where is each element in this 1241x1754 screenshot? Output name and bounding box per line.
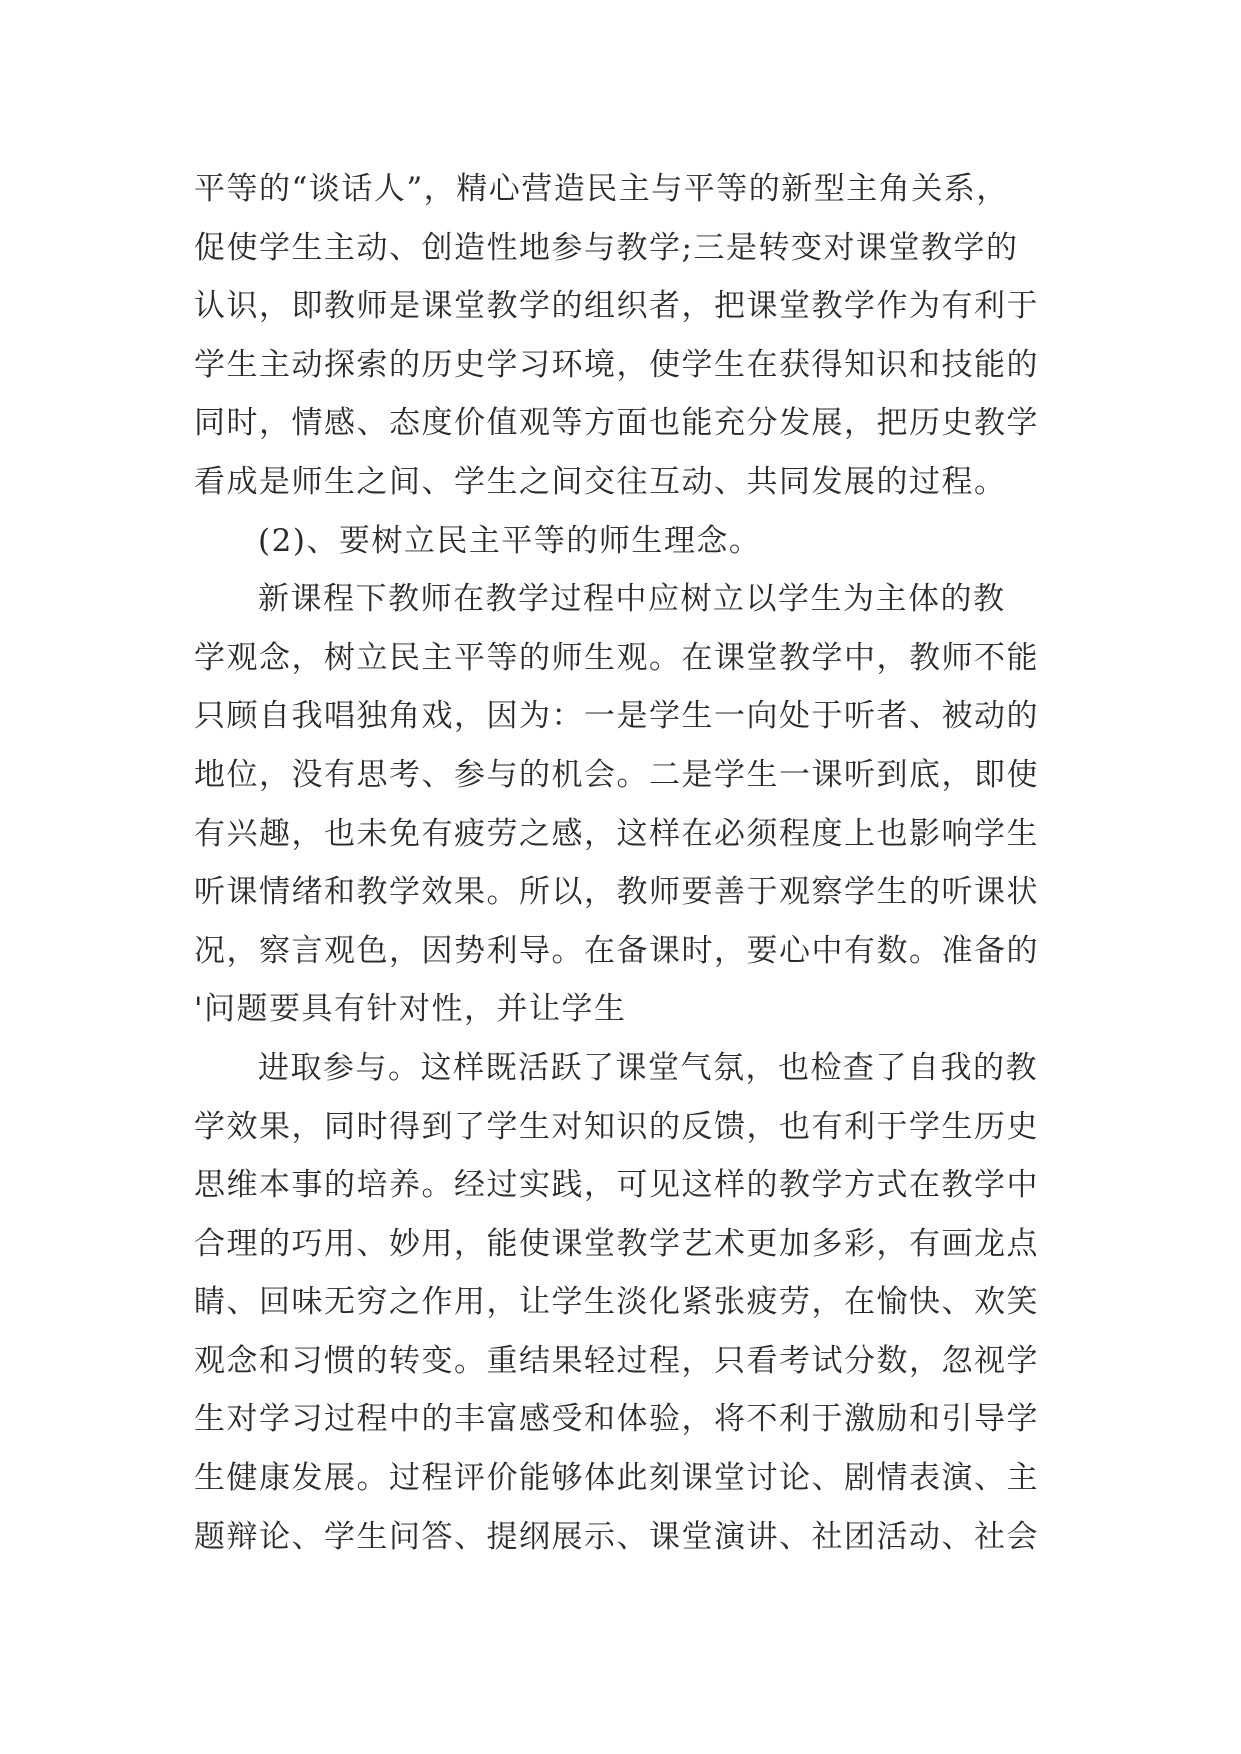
text-line-18: 思维本事的培养。经过实践，可见这样的教学方式在教学中	[194, 1167, 1039, 1204]
text-line-16: 进取参与。这样既活跃了课堂气氛，也检查了自我的教	[258, 1049, 1038, 1086]
text-line-4: 学生主动探索的历史学习环境，使学生在获得知识和技能的	[194, 346, 1039, 383]
text-line-5: 同时，情感、态度价值观等方面也能充分发展，把历史教学	[194, 405, 1039, 442]
text-line-23: 生健康发展。过程评价能够体此刻课堂讨论、剧情表演、主	[194, 1460, 1039, 1497]
text-line-6: 看成是师生之间、学生之间交往互动、共同发展的过程。	[194, 463, 1007, 500]
text-line-15: '问题要具有针对性，并让学生	[194, 991, 627, 1028]
text-line-14: 况，察言观色，因势利导。在备课时，要心中有数。准备的	[194, 932, 1039, 969]
text-line-8: 新课程下教师在教学过程中应树立以学生为主体的教	[258, 581, 1006, 618]
text-line-22: 生对学习过程中的丰富感受和体验，将不利于激励和引导学	[194, 1401, 1039, 1438]
text-line-11: 地位，没有思考、参与的机会。二是学生一课听到底，即使	[194, 756, 1039, 793]
text-line-17: 学效果，同时得到了学生对知识的反馈，也有利于学生历史	[194, 1108, 1039, 1145]
text-line-2: 促使学生主动、创造性地参与教学;三是转变对课堂教学的	[194, 229, 1019, 266]
text-line-20: 睛、回味无穷之作用，让学生淡化紧张疲劳，在愉快、欢笑	[194, 1284, 1039, 1321]
body-text	[194, 160, 1074, 1566]
text-line-21: 观念和习惯的转变。重结果轻过程，只看考试分数，忽视学	[194, 1342, 1039, 1379]
text-line-10: 只顾自我唱独角戏，因为：一是学生一向处于听者、被动的	[194, 698, 1039, 735]
text-line-9: 学观念，树立民主平等的师生观。在课堂教学中，教师不能	[194, 639, 1039, 676]
text-line-19: 合理的巧用、妙用，能使课堂教学艺术更加多彩，有画龙点	[194, 1225, 1039, 1262]
text-line-13: 听课情绪和教学效果。所以，教师要善于观察学生的听课状	[194, 874, 1039, 911]
text-line-24: 题辩论、学生问答、提纲展示、课堂演讲、社团活动、社会	[194, 1518, 1039, 1555]
section-heading: (2)、要树立民主平等的师生理念。	[258, 522, 762, 559]
text-line-1: 平等的“谈话人”，精心营造民主与平等的新型主角关系，	[194, 171, 1009, 207]
text-line-12: 有兴趣，也未免有疲劳之感，这样在必须程度上也影响学生	[194, 815, 1039, 852]
text-line-3: 认识，即教师是课堂教学的组织者，把课堂教学作为有利于	[194, 288, 1039, 325]
